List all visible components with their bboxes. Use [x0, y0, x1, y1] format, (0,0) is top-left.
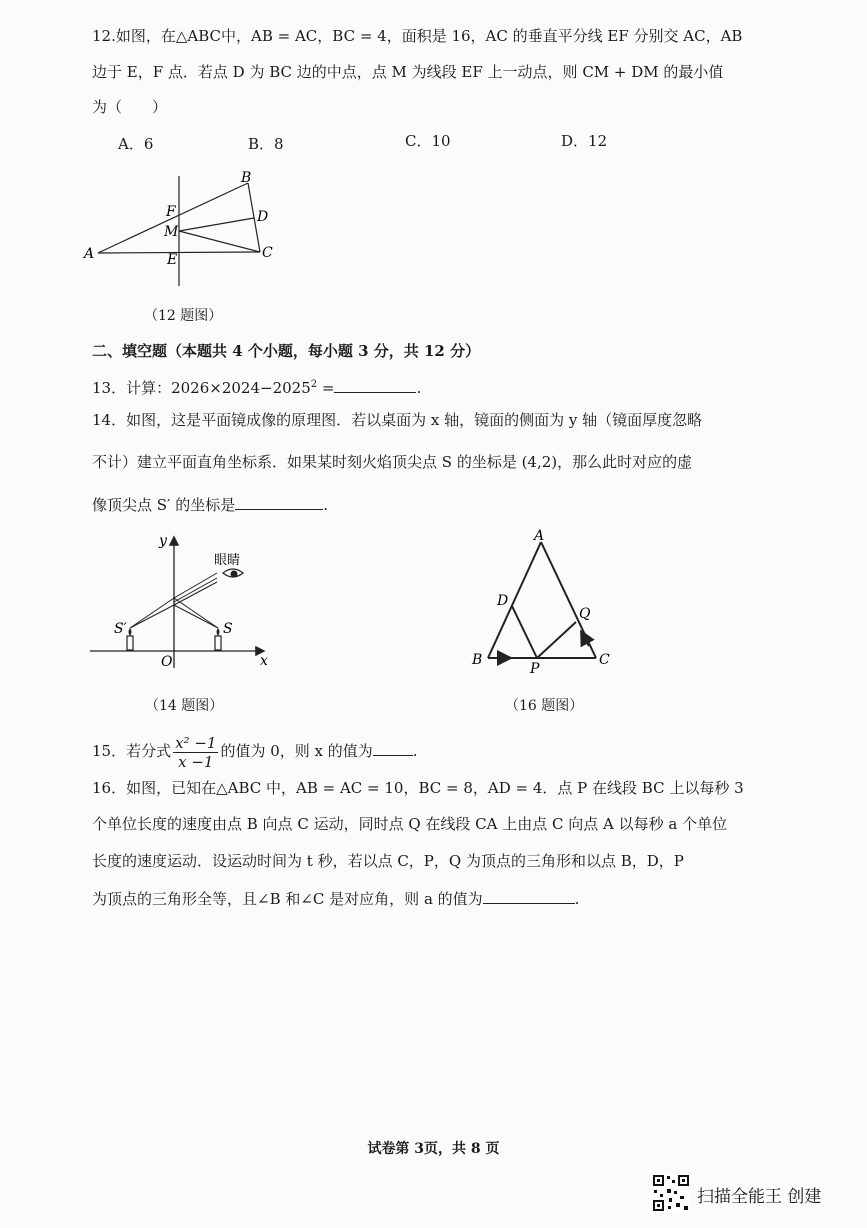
q15-answer-blank[interactable] [373, 739, 413, 756]
q13-answer-blank[interactable] [334, 376, 416, 393]
q15-line [92, 731, 418, 771]
q13-suffix: . [416, 379, 422, 397]
q12-option-a: A．6 [118, 135, 154, 153]
q16-figure [465, 525, 625, 675]
q15-fraction [173, 734, 218, 771]
q12-line3: 为（ ） [92, 98, 168, 116]
q16-answer-blank[interactable] [483, 887, 575, 904]
q12-line2: 边于 E，F 点．若点 D 为 BC 边的中点，点 M 为线段 EF 上一动点，则 CM + DM 的最小值 [92, 63, 724, 81]
q12-label-m: M [164, 224, 179, 240]
q13-equals: = [317, 379, 335, 397]
q15-suffix: . [412, 742, 418, 760]
q16-label-c: C [599, 652, 610, 668]
q14-line3-prefix: 像顶尖点 S′ 的坐标是 [92, 496, 236, 514]
q14-label-eye: 眼睛 [214, 553, 241, 568]
q12-label-d: D [257, 209, 269, 225]
q12-option-d: D．12 [561, 132, 608, 150]
q14-label-s-prime: S′ [114, 621, 127, 637]
q16-line1: 16．如图，已知在△ABC 中，AB = AC = 10，BC = 8，AD = 4．点 P 在线段 BC 上以每秒 3 [92, 779, 744, 797]
q15-denominator: x −1 [178, 752, 214, 771]
q16-label-p: P [530, 661, 540, 675]
q14-label-o: O [161, 654, 173, 670]
q16-line2: 个单位长度的速度由点 B 向点 C 运动，同时点 Q 在线段 CA 上由点 C 向点 A 以每秒 a 个单位 [92, 815, 728, 833]
q14-line2: 不计）建立平面直角坐标系．如果某时刻火焰顶尖点 S 的坐标是 (4,2)，那么此时对应的虚 [92, 453, 693, 471]
q12-label-a: A [84, 246, 95, 262]
q16-line4 [92, 887, 579, 909]
q13-line [92, 375, 421, 398]
q16-line4-prefix: 为顶点的三角形全等，且∠B 和∠C 是对应角，则 a 的值为 [92, 890, 483, 908]
q15-numerator: x² −1 [175, 733, 217, 752]
section-heading: 二、填空题（本题共 4 个小题，每小题 3 分，共 12 分） [92, 342, 481, 360]
q16-line4-suffix: . [574, 890, 580, 908]
q16-label-a: A [534, 528, 545, 544]
q16-label-b: B [472, 652, 483, 668]
q12-label-b: B [241, 170, 252, 186]
q12-option-c: C．10 [405, 132, 451, 150]
q14-line3-suffix: . [323, 496, 328, 514]
q13-prefix: 13．计算： [92, 379, 172, 397]
q14-answer-blank[interactable] [235, 493, 323, 510]
q12-caption: （12 题图） [144, 308, 223, 324]
page-footer: 试卷第 3页，共 8 页 [367, 1141, 500, 1157]
q12-label-c: C [262, 245, 273, 261]
q12-label-e: E [167, 252, 178, 268]
q13-expression: 2026×2024−2025 [171, 379, 311, 397]
q16-caption: （16 题图） [505, 698, 584, 714]
q12-label-f: F [166, 204, 176, 220]
q16-label-d: D [497, 593, 509, 609]
q12-line1: 12.如图，在△ABC中，AB = AC，BC = 4，面积是 16，AC 的垂直平分线 EF 分别交 AC，AB [92, 27, 743, 45]
q12-option-b: B．8 [248, 135, 284, 153]
q14-line3 [92, 493, 328, 515]
q14-label-y: y [159, 533, 167, 549]
q14-label-x: x [260, 653, 268, 669]
q15-prefix: 15．若分式 [92, 742, 172, 760]
q13-exponent: 2 [310, 379, 318, 390]
q15-middle: 的值为 0，则 x 的值为 [220, 742, 373, 760]
scanner-brand-text: 扫描全能王 创建 [697, 1187, 822, 1207]
qr-code-icon [652, 1174, 690, 1212]
q14-caption: （14 题图） [145, 698, 224, 714]
q14-figure [85, 528, 280, 673]
q14-label-s: S [223, 621, 233, 637]
q14-line1: 14．如图，这是平面镜成像的原理图．若以桌面为 x 轴，镜面的侧面为 y 轴（镜面厚度忽略 [92, 411, 703, 429]
q16-line3: 长度的速度运动．设运动时间为 t 秒，若以点 C，P，Q 为顶点的三角形和以点 B，D，P [92, 852, 684, 870]
q12-figure [80, 168, 290, 293]
q16-label-q: Q [579, 606, 591, 622]
